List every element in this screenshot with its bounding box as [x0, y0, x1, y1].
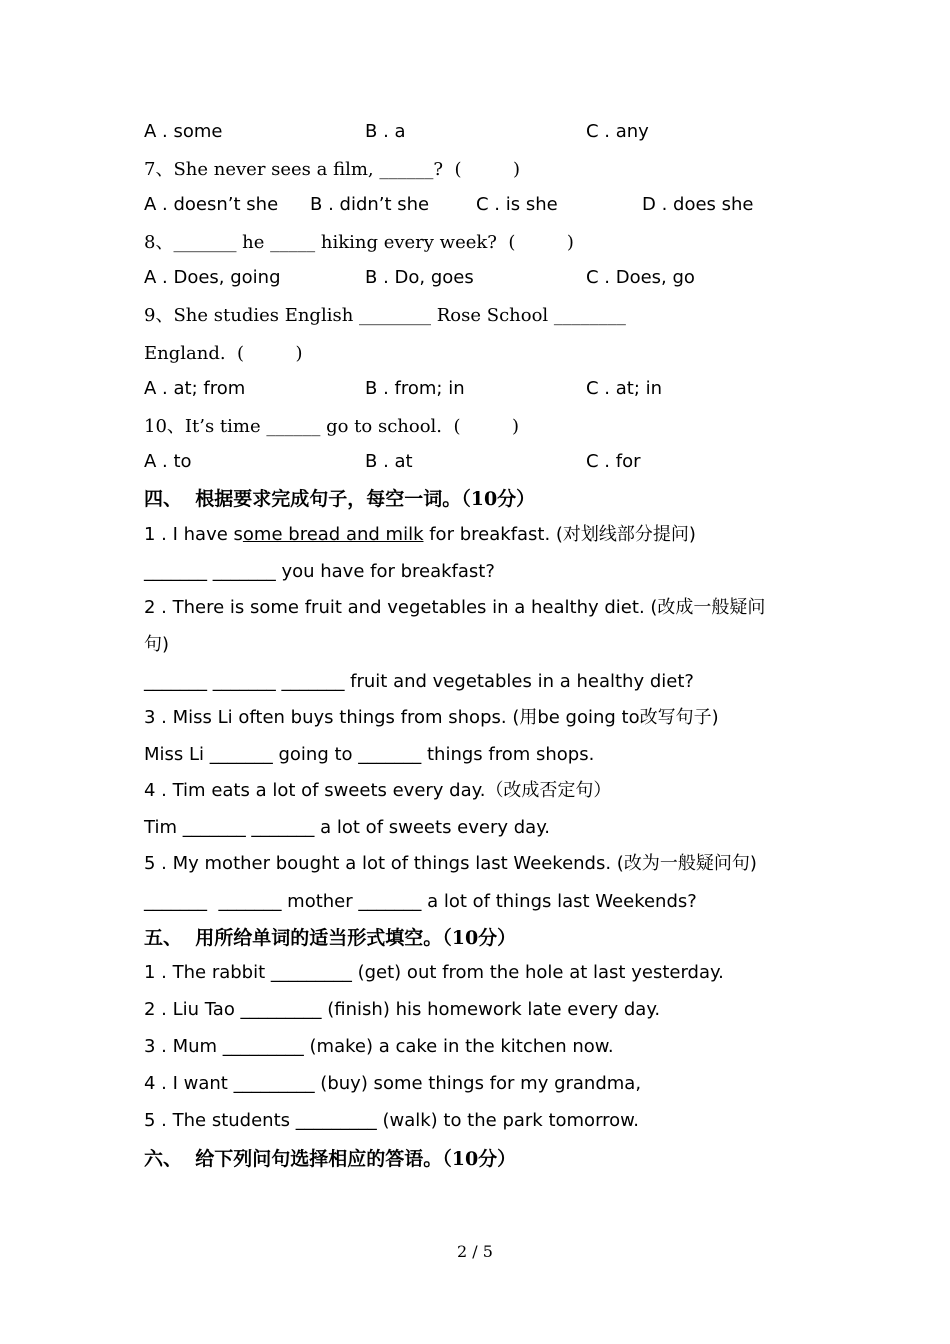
q10-option-b: B . at [365, 451, 413, 472]
q10-option-c: C . for [586, 451, 641, 472]
q6-option-a: A . some [144, 121, 223, 142]
q6-option-b: B . a [365, 121, 406, 142]
s4-item-4: 4 . Tim eats a lot of sweets every day.（改成否定句） [144, 780, 612, 801]
q8-option-a: A . Does, going [144, 267, 281, 288]
q10-option-a: A . to [144, 451, 192, 472]
s5-item-1: 1 . The rabbit _________ (get) out from the hole at last yesterday. [144, 962, 724, 983]
s4-item-1-underlined: ome bread and milk [242, 524, 424, 545]
section-6-heading: 六、 给下列问句选择相应的答语。（10分） [144, 1148, 517, 1170]
q8-option-c: C . Does, go [586, 267, 695, 288]
s4-item-5-answer: _______ _______ mother _______ a lot of things last Weekends? [144, 891, 697, 912]
q7-option-a: A . doesn’t she [144, 194, 279, 215]
s4-item-3: 3 . Miss Li often buys things from shops. (用be going to改写句子) [144, 707, 719, 728]
q9-question-line1: 9、She studies English ________ Rose School ________ [144, 305, 626, 326]
section-5-heading: 五、 用所给单词的适当形式填空。（10分） [144, 927, 517, 949]
q9-option-a: A . at; from [144, 378, 246, 399]
section-4-heading: 四、 根据要求完成句子，每空一词。（10分） [144, 488, 536, 510]
s4-item-2-line1: 2 . There is some fruit and vegetables in a healthy diet. (改成一般疑问 [144, 597, 766, 618]
s4-item-1-answer: _______ _______ you have for breakfast? [144, 561, 495, 582]
s4-item-1-post: for breakfast. (对划线部分提问) [423, 524, 696, 545]
q8-option-b: B . Do, goes [365, 267, 474, 288]
s4-item-2-line2: 句) [144, 634, 170, 655]
s5-item-2: 2 . Liu Tao _________ (finish) his homework late every day. [144, 999, 661, 1020]
s4-item-4-answer: Tim _______ _______ a lot of sweets every day. [144, 817, 551, 838]
q9-option-b: B . from; in [365, 378, 465, 399]
s4-item-1 [144, 523, 696, 547]
q9-question-line2: England. ( ) [144, 343, 303, 364]
s5-item-3: 3 . Mum _________ (make) a cake in the kitchen now. [144, 1036, 614, 1057]
q10-question: 10、It’s time ______ go to school. ( ) [144, 416, 520, 437]
q7-question: 7、She never sees a film, ______? ( ) [144, 159, 521, 180]
page-number: 2 / 5 [457, 1242, 493, 1261]
s4-item-2-answer: _______ _______ _______ fruit and vegetables in a healthy diet? [144, 671, 694, 692]
q7-option-b: B . didn’t she [310, 194, 430, 215]
q8-question: 8、_______ he _____ hiking every week? ( ) [144, 232, 574, 253]
s5-item-5: 5 . The students _________ (walk) to the park tomorrow. [144, 1110, 639, 1131]
q6-option-c: C . any [586, 121, 649, 142]
s4-item-5: 5 . My mother bought a lot of things last Weekends. (改为一般疑问句) [144, 853, 757, 874]
q7-option-c: C . is she [476, 194, 558, 215]
s5-item-4: 4 . I want _________ (buy) some things for my grandma, [144, 1073, 642, 1094]
q7-option-d: D . does she [642, 194, 754, 215]
q9-option-c: C . at; in [586, 378, 663, 399]
s4-item-3-answer: Miss Li _______ going to _______ things from shops. [144, 744, 595, 765]
s4-item-1-pre: 1 . I have s [144, 524, 243, 545]
